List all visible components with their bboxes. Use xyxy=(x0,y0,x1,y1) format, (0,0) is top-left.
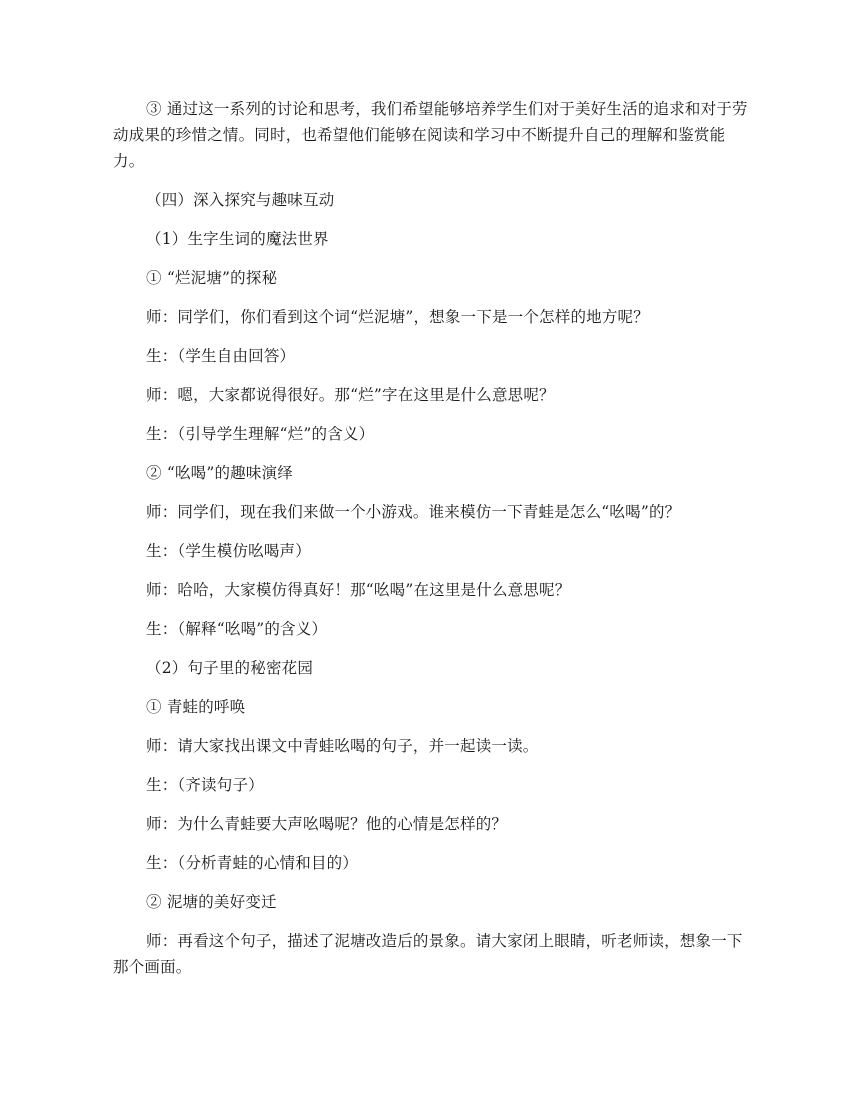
dialogue-line: 生：（齐读句子） xyxy=(146,776,264,794)
section-heading: （四）深入探究与趣味互动 xyxy=(146,191,335,209)
document-body xyxy=(113,96,749,980)
dialogue-line: 生：（学生自由回答） xyxy=(146,347,296,365)
dialogue-line: 生：（分析青蛙的心情和目的） xyxy=(146,854,359,872)
item-heading: ② “吆喝”的趣味演绎 xyxy=(146,464,293,482)
dialogue-line: 师：嗯，大家都说得很好。那“烂”字在这里是什么意思呢？ xyxy=(146,386,555,404)
dialogue-line: 生：（解释“吆喝”的含义） xyxy=(146,620,328,638)
item-heading: ① “烂泥塘”的探秘 xyxy=(146,269,278,287)
subsection-heading: （1）生字生词的魔法世界 xyxy=(146,230,329,248)
dialogue-line: 师：再看这个句子，描述了泥塘改造后的景象。请大家闭上眼睛，听老师读，想象一下那个画面。 xyxy=(113,932,743,976)
dialogue-line: 师：为什么青蛙要大声吆喝呢？他的心情是怎样的？ xyxy=(146,815,508,833)
dialogue-line: 生：（引导学生理解“烂”的含义） xyxy=(146,425,375,443)
dialogue-line: 师：哈哈，大家模仿得真好！那“吆喝”在这里是什么意思呢？ xyxy=(146,581,571,599)
item-heading: ① 青蛙的呼唤 xyxy=(146,698,246,716)
dialogue-line: 师：同学们，你们看到这个词“烂泥塘”，想象一下是一个怎样的地方呢？ xyxy=(146,308,649,326)
item-heading: ② 泥塘的美好变迁 xyxy=(146,893,277,911)
dialogue-line: 师：同学们，现在我们来做一个小游戏。谁来模仿一下青蛙是怎么“吆喝”的？ xyxy=(146,503,681,521)
dialogue-line: 生：（学生模仿吆喝声） xyxy=(146,542,311,560)
dialogue-line: 师：请大家找出课文中青蛙吆喝的句子，并一起读一读。 xyxy=(146,737,539,755)
subsection-heading: （2）句子里的秘密花园 xyxy=(146,659,314,677)
paragraph: ③ 通过这一系列的讨论和思考，我们希望能够培养学生们对于美好生活的追求和对于劳动成果的珍惜之情。同时，也希望他们能够在阅读和学习中不断提升自己的理解和鉴赏能力。 xyxy=(113,100,748,170)
